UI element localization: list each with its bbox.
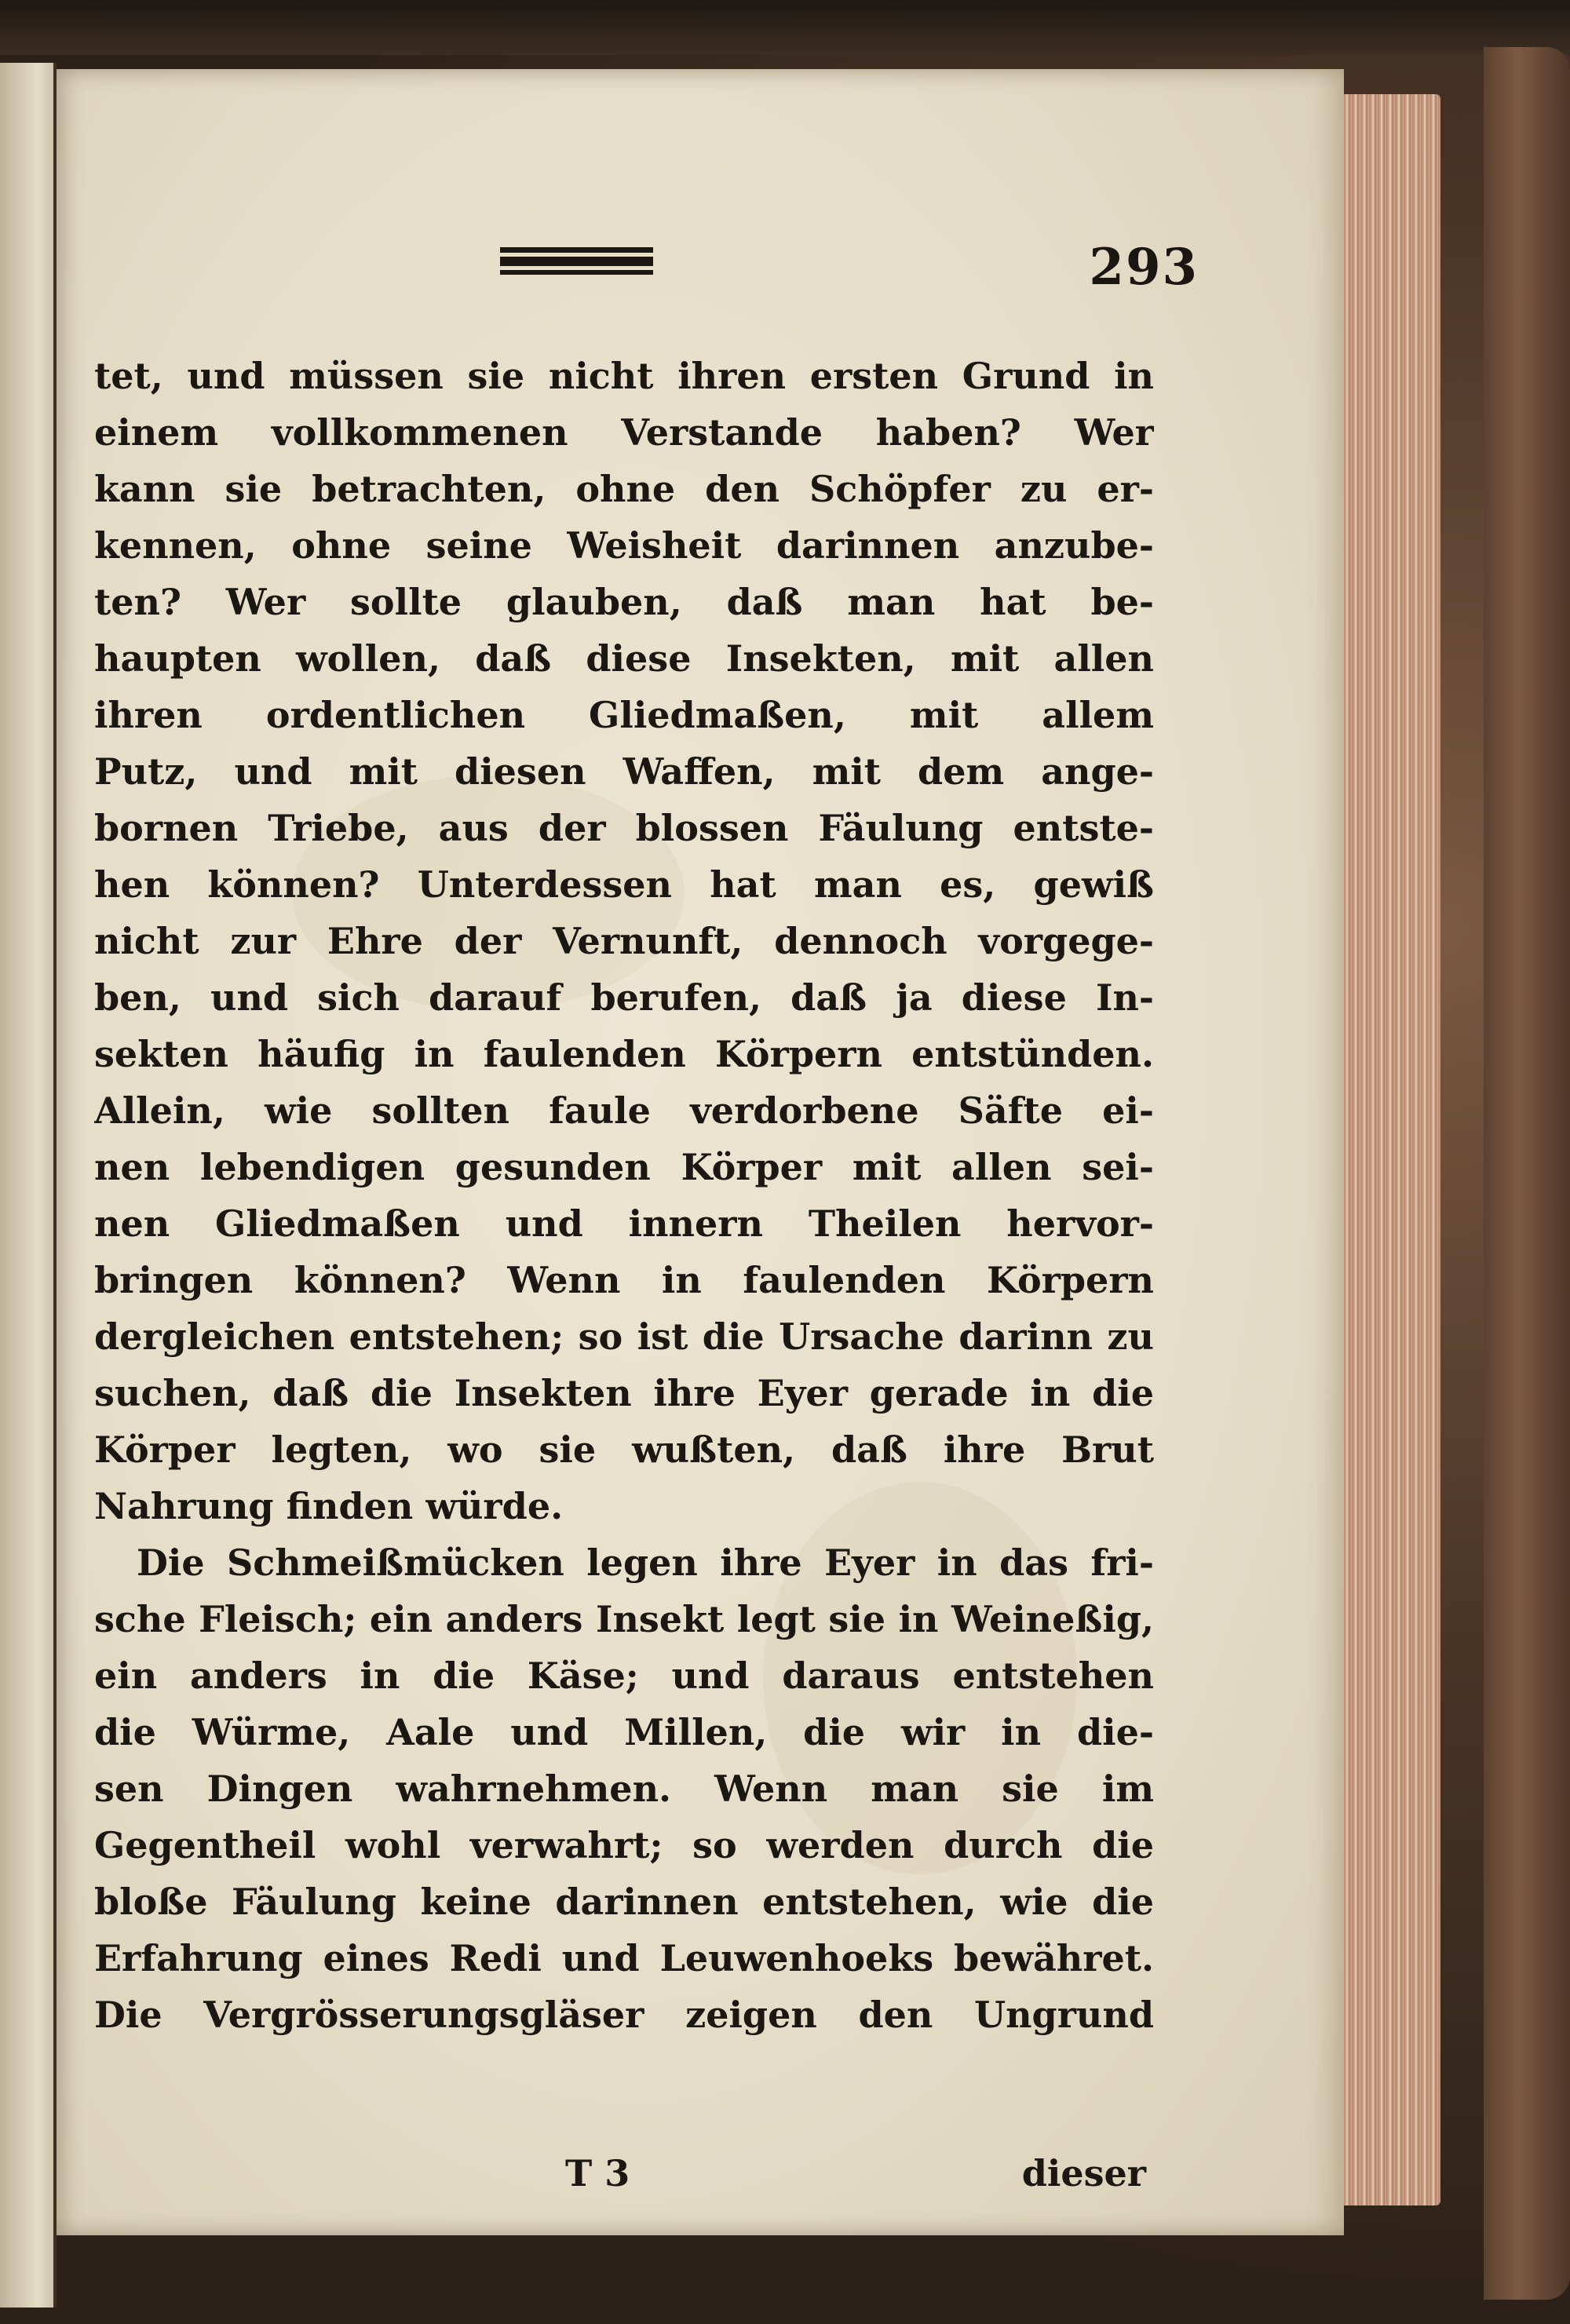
page-number: 293 <box>1089 238 1199 297</box>
text-line: Die Vergrösserungsgläser zeigen den Ungrund <box>94 1994 1154 2036</box>
text-line: Die Schmeißmücken legen ihre Eyer in das fri- <box>137 1541 1154 1584</box>
text-line: ten? Wer sollte glauben, daß man hat be- <box>94 581 1154 623</box>
text-line: Gegentheil wohl verwahrt; so werden durch die <box>94 1824 1154 1866</box>
text-line: bornen Triebe, aus der blossen Fäulung entste- <box>94 807 1154 849</box>
text-line: Körper legten, wo sie wußten, daß ihre Brut <box>94 1428 1154 1471</box>
cover-edge <box>1484 47 1570 2300</box>
text-line: Erfahrung eines Redi und Leuwenhoeks bewähret. <box>94 1937 1154 1979</box>
book-page <box>57 69 1344 2235</box>
catchword: dieser <box>1021 2152 1146 2194</box>
text-line: nen Gliedmaßen und innern Theilen hervor- <box>94 1202 1154 1245</box>
text-line: kennen, ohne seine Weisheit darinnen anzube- <box>94 524 1154 567</box>
text-line: ein anders in die Käse; und daraus entstehen <box>94 1655 1154 1697</box>
page-footer <box>94 2145 1146 2202</box>
text-line: kann sie betrachten, ohne den Schöpfer zu er- <box>94 468 1154 510</box>
text-line: suchen, daß die Insekten ihre Eyer gerade in die <box>94 1372 1154 1414</box>
text-line: sche Fleisch; ein anders Insekt legt sie in Weineßig, <box>94 1598 1154 1640</box>
text-line: Nahrung finden würde. <box>94 1485 564 1527</box>
binding-top-edge <box>0 0 1570 55</box>
text-line: nen lebendigen gesunden Körper mit allen sei- <box>94 1146 1154 1188</box>
header-ornament-rule <box>500 246 653 275</box>
text-line: ben, und sich darauf berufen, daß ja diese In- <box>94 976 1154 1019</box>
text-line: Allein, wie sollten faule verdorbene Säfte ei- <box>94 1089 1154 1132</box>
text-line: sekten häufig in faulenden Körpern entstünden. <box>94 1033 1154 1075</box>
text-line: dergleichen entstehen; so ist die Ursache darinn zu <box>94 1315 1154 1358</box>
text-line: haupten wollen, daß diese Insekten, mit allen <box>94 637 1154 680</box>
text-line: bloße Fäulung keine darinnen entstehen, wie die <box>94 1881 1154 1923</box>
text-line: einem vollkommenen Verstande haben? Wer <box>94 411 1154 454</box>
text-line: Putz, und mit diesen Waffen, mit dem ange- <box>94 750 1154 793</box>
text-line: hen können? Unterdessen hat man es, gewiß <box>94 863 1154 906</box>
text-line: nicht zur Ehre der Vernunft, dennoch vorgege- <box>94 920 1154 962</box>
signature-mark: T 3 <box>565 2152 630 2194</box>
text-line: bringen können? Wenn in faulenden Körpern <box>94 1259 1154 1301</box>
page-edges <box>1334 94 1440 2205</box>
text-line: die Würme, Aale und Millen, die wir in die- <box>94 1711 1154 1753</box>
facing-page-edge <box>0 63 57 2308</box>
text-line: tet, und müssen sie nicht ihren ersten Grund in <box>94 355 1154 397</box>
text-line: sen Dingen wahrnehmen. Wenn man sie im <box>94 1768 1154 1810</box>
text-line: ihren ordentlichen Gliedmaßen, mit allem <box>94 694 1154 736</box>
page-text <box>94 348 1154 2043</box>
